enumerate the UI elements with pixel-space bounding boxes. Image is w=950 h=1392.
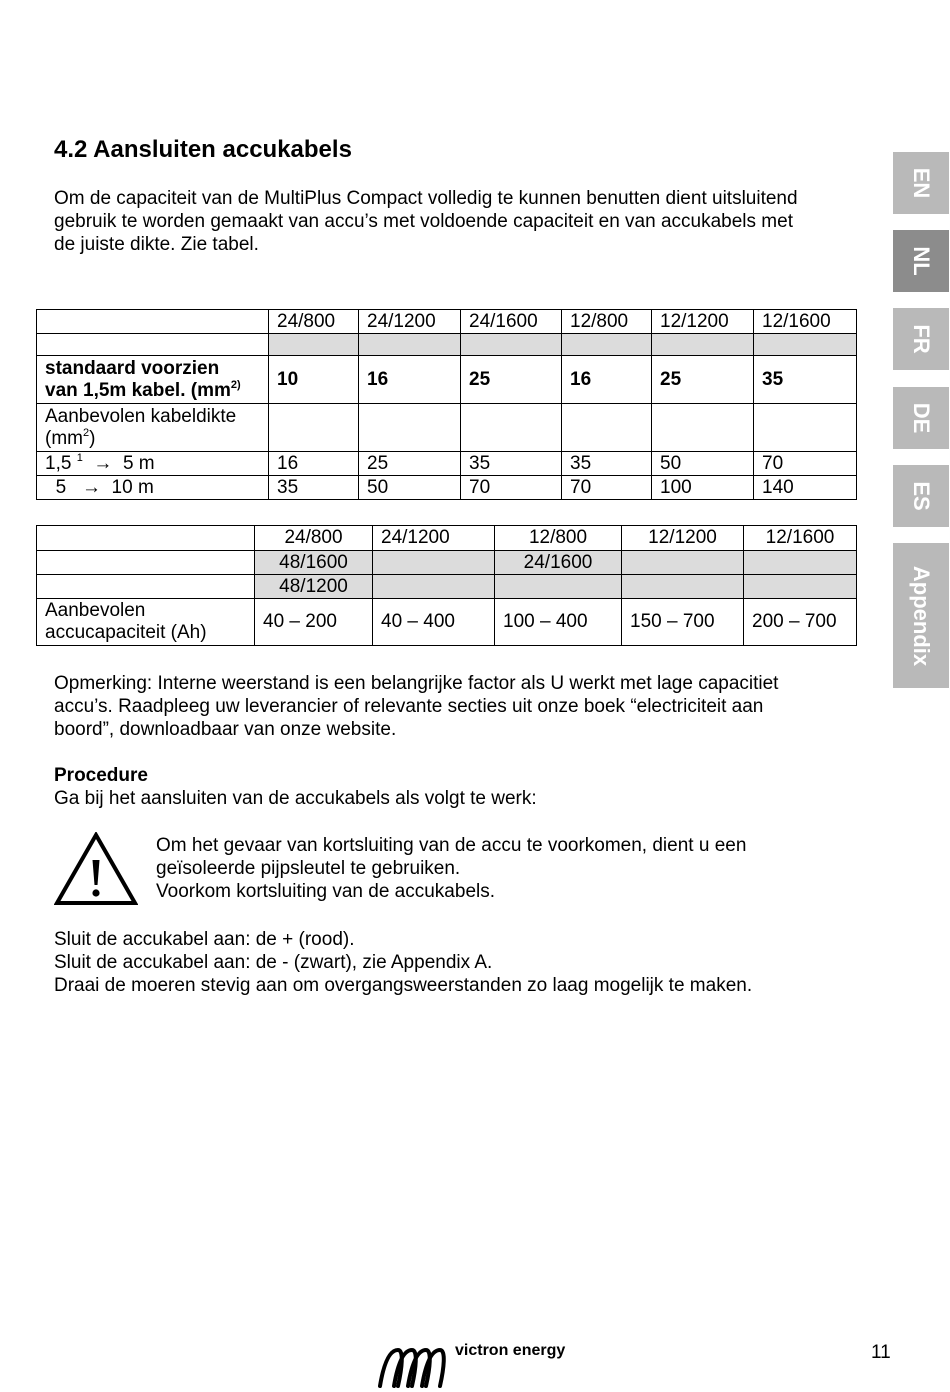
table-row bbox=[37, 310, 857, 334]
tab-nl-label: NL bbox=[909, 246, 934, 276]
tab-fr-label: FR bbox=[909, 324, 934, 354]
superscript: 2) bbox=[230, 378, 241, 391]
table-cell bbox=[754, 404, 857, 452]
remark-line: boord”, downloadbaar van onze website. bbox=[54, 719, 397, 740]
superscript: 1 bbox=[76, 451, 83, 464]
superscript: 2 bbox=[82, 426, 90, 439]
tab-appendix[interactable] bbox=[893, 543, 949, 688]
victron-logo-icon bbox=[376, 1342, 452, 1390]
row-label-text: ) bbox=[89, 427, 96, 449]
tab-es-label: ES bbox=[909, 481, 934, 511]
arrow-icon: → bbox=[81, 476, 101, 498]
warning-line: Om het gevaar van kortsluiting van de accu te voorkomen, dient u een bbox=[156, 835, 747, 856]
table-header: 24/1600 bbox=[461, 310, 562, 334]
table-header: 12/1200 bbox=[622, 526, 744, 551]
table-cell bbox=[754, 334, 857, 356]
table-cell bbox=[37, 526, 255, 551]
range-end: 5 m bbox=[122, 452, 155, 474]
table-cell: 200 – 700 bbox=[744, 599, 857, 646]
table-header: 48/1200 bbox=[255, 575, 373, 599]
cable-table bbox=[36, 309, 857, 500]
table-cell: 50 bbox=[652, 452, 754, 476]
table-cell bbox=[744, 575, 857, 599]
table-row bbox=[37, 356, 857, 404]
table-row bbox=[37, 526, 857, 551]
table-header: 24/1200 bbox=[373, 526, 495, 551]
row-label-text: Aanbevolen kabeldikte bbox=[45, 405, 237, 427]
tab-nl[interactable] bbox=[893, 230, 949, 292]
table-header: 12/800 bbox=[562, 310, 652, 334]
table-cell bbox=[269, 404, 359, 452]
table-cell: 70 bbox=[754, 452, 857, 476]
table-cell bbox=[359, 404, 461, 452]
warning-line: Voorkom kortsluiting van de accukabels. bbox=[156, 881, 496, 902]
table-row bbox=[37, 599, 857, 646]
table-cell bbox=[495, 575, 622, 599]
table-cell bbox=[744, 551, 857, 575]
table-header: 12/800 bbox=[495, 526, 622, 551]
table-cell: 10 bbox=[269, 356, 359, 404]
table-cell: 40 – 200 bbox=[255, 599, 373, 646]
table-cell bbox=[37, 575, 255, 599]
tab-de-label: DE bbox=[909, 402, 934, 434]
table-header: 24/1200 bbox=[359, 310, 461, 334]
range-start: 1,5 bbox=[45, 452, 72, 474]
table-cell bbox=[359, 334, 461, 356]
tab-appendix-label: Appendix bbox=[909, 565, 934, 666]
table-cell bbox=[622, 575, 744, 599]
procedure-intro: Ga bij het aansluiten van de accukabels als volgt te werk: bbox=[54, 788, 537, 809]
brand-name: victron energy bbox=[455, 1342, 566, 1359]
table-header: 24/800 bbox=[255, 526, 373, 551]
table-row bbox=[37, 334, 857, 356]
table-cell: 40 – 400 bbox=[373, 599, 495, 646]
table-header: 24/800 bbox=[269, 310, 359, 334]
intro-line: de juiste dikte. Zie tabel. bbox=[54, 234, 259, 255]
steps-list bbox=[54, 928, 752, 997]
table-cell: 25 bbox=[461, 356, 562, 404]
row-label-text bbox=[45, 428, 268, 450]
page-number: 11 bbox=[871, 1342, 891, 1363]
remark-line: accu’s. Raadpleeg uw leverancier of relevante secties uit onze boek “electriciteit aan bbox=[54, 696, 764, 717]
arrow-icon: → bbox=[93, 452, 113, 474]
capacity-table bbox=[36, 525, 857, 646]
row-label-text bbox=[45, 380, 268, 402]
tab-de[interactable] bbox=[893, 387, 949, 449]
row-label-text: Aanbevolen bbox=[45, 600, 146, 621]
table-cell bbox=[622, 551, 744, 575]
tab-en[interactable] bbox=[893, 152, 949, 214]
warning-icon bbox=[54, 832, 138, 906]
table-cell bbox=[652, 334, 754, 356]
procedure-heading: Procedure bbox=[54, 765, 148, 786]
table-header: 48/1600 bbox=[255, 551, 373, 575]
tab-fr[interactable] bbox=[893, 308, 949, 370]
intro-line: Om de capaciteit van de MultiPlus Compact volledig te kunnen benutten dient uitsluitend bbox=[54, 188, 798, 209]
table-cell: 100 bbox=[652, 476, 754, 500]
remark-line: Opmerking: Interne weerstand is een belangrijke factor als U werkt met lage capacitiet bbox=[54, 673, 779, 694]
table-row bbox=[37, 575, 857, 599]
table-row bbox=[37, 551, 857, 575]
tab-en-label: EN bbox=[909, 167, 934, 199]
table-cell: 50 bbox=[359, 476, 461, 500]
table-cell: 35 bbox=[269, 476, 359, 500]
table-cell bbox=[562, 404, 652, 452]
table-header: 12/1600 bbox=[754, 310, 857, 334]
table-cell: 150 – 700 bbox=[622, 599, 744, 646]
warning-line: geïsoleerde pijpsleutel te gebruiken. bbox=[156, 858, 461, 879]
table-cell: 16 bbox=[359, 356, 461, 404]
table-cell: 140 bbox=[754, 476, 857, 500]
table-row bbox=[37, 476, 857, 500]
row-label-text: accucapaciteit (Ah) bbox=[45, 622, 207, 643]
table-cell bbox=[652, 404, 754, 452]
table-cell bbox=[373, 551, 495, 575]
table-cell bbox=[37, 310, 269, 334]
section-title: 4.2 Aansluiten accukabels bbox=[54, 136, 352, 163]
table-cell: 35 bbox=[754, 356, 857, 404]
row-label-recommended bbox=[37, 404, 269, 452]
table-header: 12/1200 bbox=[652, 310, 754, 334]
step-line: Sluit de accukabel aan: de + (rood). bbox=[54, 929, 355, 950]
table-cell: 100 – 400 bbox=[495, 599, 622, 646]
table-cell: 16 bbox=[562, 356, 652, 404]
row-label-range-1 bbox=[37, 452, 269, 476]
table-cell bbox=[373, 575, 495, 599]
table-row bbox=[37, 452, 857, 476]
remark-paragraph bbox=[54, 672, 778, 741]
warning-text bbox=[156, 834, 746, 903]
table-cell bbox=[37, 551, 255, 575]
row-label-standard bbox=[37, 356, 269, 404]
row-label-range-2 bbox=[37, 476, 269, 500]
table-cell: 35 bbox=[461, 452, 562, 476]
row-label-text: standaard voorzien bbox=[45, 357, 220, 379]
tab-es[interactable] bbox=[893, 465, 949, 527]
step-line: Sluit de accukabel aan: de - (zwart), zie Appendix A. bbox=[54, 952, 493, 973]
range-end: 10 m bbox=[111, 476, 154, 498]
table-cell: 70 bbox=[562, 476, 652, 500]
table-cell: 25 bbox=[359, 452, 461, 476]
table-cell bbox=[37, 334, 269, 356]
table-cell: 16 bbox=[269, 452, 359, 476]
intro-paragraph bbox=[54, 187, 798, 256]
table-cell: 70 bbox=[461, 476, 562, 500]
row-label-capacity bbox=[37, 599, 255, 646]
table-cell bbox=[562, 334, 652, 356]
table-header: 12/1600 bbox=[744, 526, 857, 551]
table-row bbox=[37, 404, 857, 452]
table-cell: 35 bbox=[562, 452, 652, 476]
table-cell bbox=[461, 334, 562, 356]
range-start: 5 bbox=[55, 476, 67, 498]
row-label-text: (mm bbox=[45, 427, 83, 449]
table-cell bbox=[461, 404, 562, 452]
table-cell bbox=[269, 334, 359, 356]
table-header: 24/1600 bbox=[495, 551, 622, 575]
step-line: Draai de moeren stevig aan om overgangsweerstanden zo laag mogelijk te maken. bbox=[54, 975, 753, 996]
table-cell: 25 bbox=[652, 356, 754, 404]
row-label-text: van 1,5m kabel. (mm bbox=[45, 379, 231, 401]
intro-line: gebruik te worden gemaakt van accu’s met voldoende capaciteit en van accukabels met bbox=[54, 211, 793, 232]
